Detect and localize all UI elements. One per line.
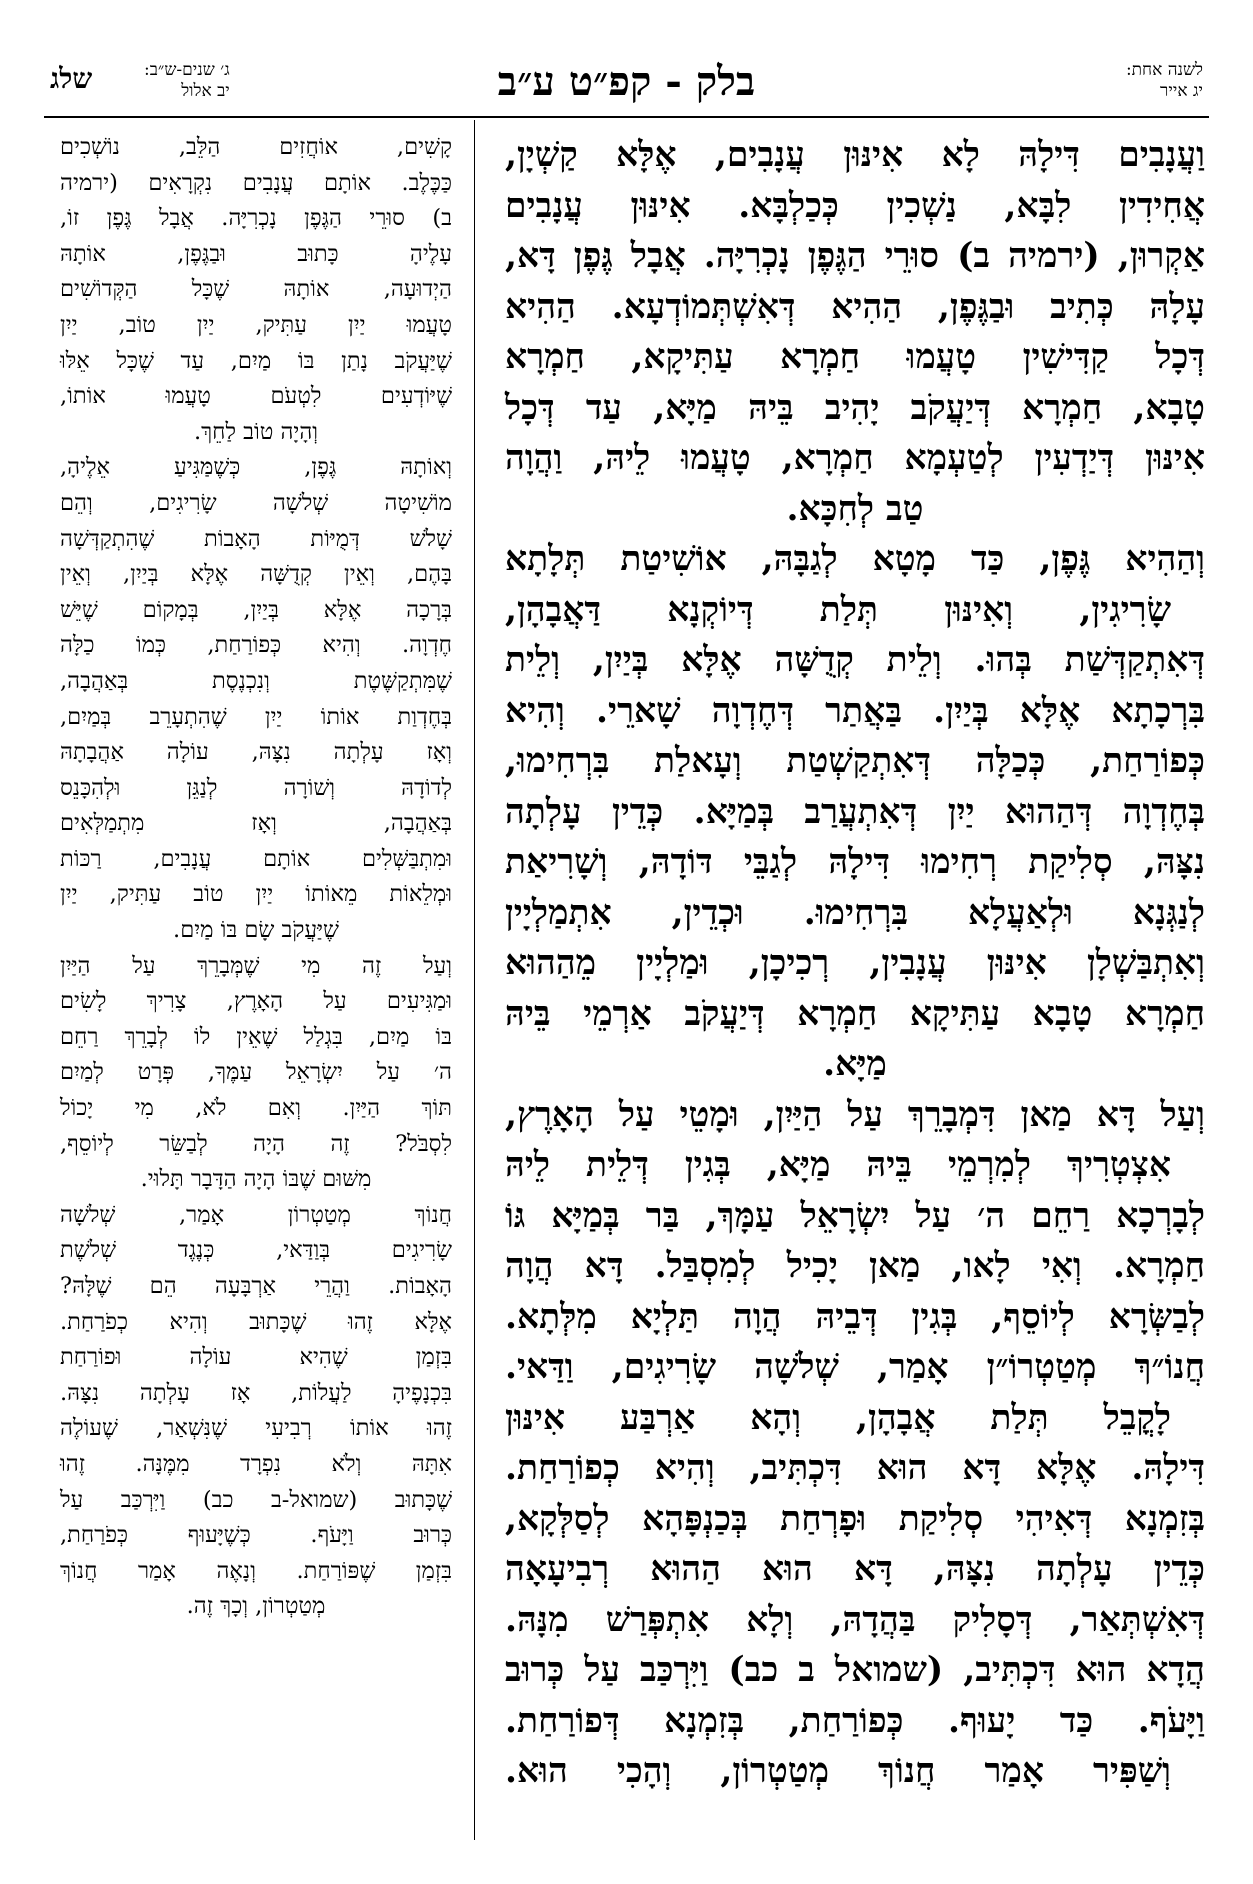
three-year-schedule-label-line2: יב אלול <box>181 81 230 101</box>
translation-text-line: מְטַטְרוֹן, וְכָךְ זֶה. <box>186 1593 326 1620</box>
hebrew-translation-column <box>60 130 452 1625</box>
main-text-line: וְאִתְבַּשְׁלָן אִינּוּן עֲנָבִין, רְכִיכָן, וּמַלְיָין מֵהַהוּא <box>505 943 1205 983</box>
main-text-line: מַיָּא. <box>823 1044 887 1084</box>
aramaic-main-column <box>505 130 1205 1797</box>
main-text-line: טָבָא, חַמְרָא דְּיַעֲקֹב יָהִיב בֵּיהּ מַיָּא, עַד דְּכָל <box>505 387 1205 428</box>
translation-text-line: חֶדְוָה. וְהִיא כְּפוֹרַחַת, כְּמוֹ כַלָּה <box>60 632 452 659</box>
translation-text-line: וְאָז עָלְתָה נִצָּהּ, עוֹלָה אַהֲבָתָהּ <box>60 739 452 766</box>
translation-text-line: אֶלָּא זֶהוּ שֶׁכָּתוּב וְהִיא כְפֹרַחַת. <box>60 1308 452 1335</box>
page-header <box>44 56 1209 116</box>
translation-text-line: בִּכְנָפֶיהָ לַעֲלוֹת, אָז עָלְתָה נִצָּהּ. <box>60 1379 452 1406</box>
translation-text-line: מוֹשִׁיטָה שְׁלשָׁה שָׂרִיגִים, וְהֵם <box>60 489 452 516</box>
main-text-line: עָלָהּ כְּתִיב וּבַגֶּפֶן, הַהִיא דְּאִשְׁתְּמוֹדְעָא. הַהִיא <box>505 286 1205 327</box>
translation-text-line: וּמַגִּיעִים עַל הָאָרֶץ, צָרִיךְ לָשִׂים <box>60 988 452 1015</box>
translation-text-line: לְדוֹדָהּ וְשׁוֹרָה לְנַגֵּן וּלְהִכָּנֵס <box>60 774 452 801</box>
translation-text-line: בְּחֶדְוַת אוֹתוֹ יַיִן שֶׁהִתְעָרֵב בְּמַיִם, <box>60 703 452 730</box>
translation-text-line: שָׂרִיגִים בְּוַדַּאי, כְּנֶגֶד שְׁלשֶׁת <box>60 1237 452 1264</box>
translation-text-line: הָאָבוֹת. וַהֲרֵי אַרְבָּעָה הֵם שֶׁלָּהּ? <box>60 1273 452 1299</box>
main-text-line: חֲנוֹ״ךְ מְטַטְרוֹ״ן אָמַר, שְׁלשָׁה שָׂרִיגִים, וַדַּאי. <box>505 1347 1205 1387</box>
translation-text-line: וְאוֹתָהּ גֶּפֶן, כְּשֶׁמַּגִּיעַ אֵלֶיהָ, <box>60 454 452 481</box>
translation-text-line: שֶׁכָּתוּב (שמואל-ב כב) וַיִּרְכַּב עַל <box>60 1486 452 1513</box>
translation-text-line: קָשִׁים, אוֹחֲזִים הַלֵּב, נוֹשְׁכִים <box>60 134 452 160</box>
translation-text-line: הַיְדוּעָה, אוֹתָהּ שֶׁכָּל הַקְּדוֹשִׁים <box>60 276 452 303</box>
translation-text-line: מִשּׁוּם שֶׁבּוֹ הָיָה הַדָּבָר תָּלוּי. <box>140 1166 372 1193</box>
translation-text-line: וּמִתְבַּשְּׁלִים אוֹתָם עֲנָבִים, רַכּוֹת <box>60 845 452 872</box>
main-text-line: חַמְרָא. וְאִי לָאו, מַאן יָכִיל לְמִסְבַּל. דָּא הֲוָה <box>505 1246 1205 1286</box>
main-text-line: אִצְטְרִיךְ לְמִרְמֵי בֵּיהּ מַיָּא, בְּגִין דְּלֵית לֵיהּ <box>505 1145 1171 1185</box>
main-text-line: שָׂרִיגִין, וְאִינּוּן תְּלַת דְּיוֹקְנָא דַּאֲבָהָן, <box>505 589 1171 630</box>
main-text-line: אִינּוּן דְּיַדְעִין לְטַעְמָא חַמְרָא, טָעֲמוּ לֵיהּ, וַהֲוָה <box>505 438 1205 478</box>
main-text-line: לָקֳבֵל תְּלַת אֲבָהָן, וְהָא אַרְבַּע אִינּוּן <box>505 1397 1171 1438</box>
translation-text-line: וּמְלֵאוֹת מֵאוֹתוֹ יַיִן טוֹב עַתִּיק, יַיִן <box>60 881 452 908</box>
main-text-line: בְּזִמְנָא דְּאִיהִי סְלִיקַת וּפָרְחַת בְּכַנְפָּהָא לְסַלְּקָא, <box>505 1498 1205 1539</box>
main-text-line: וַיָּעֹף. כַּד יָעוּף. כְּפוֹרַחַת, בְּזִמְנָא דְּפוֹרַחַת. <box>505 1700 1205 1741</box>
main-text-line: וְעַל דָּא מַאן דִּמְבָרֵךְ עַל הַיַּיִן, וּמָטֵי עַל הָאָרֶץ, <box>505 1094 1205 1135</box>
page-title: בלק - קפ״ט ע״ב <box>497 58 756 105</box>
main-text-line: בִּרְכָתָא אֶלָּא בְּיַיִן. בַּאֲתַר דְּחֶדְוָה שָׁארֵי. וְהִיא <box>505 690 1205 731</box>
daily-schedule-label-line1: לשנה אחת: <box>1125 60 1203 80</box>
main-text-line: דְּכָל קַדִּישִׁין טָעֲמוּ חַמְרָא עַתִּיקָא, חַמְרָא <box>505 337 1205 377</box>
main-text-line: דִּילָהּ. אֶלָּא דָּא הוּא דִּכְתִּיב, וְהִיא כְפוֹרַחַת. <box>505 1448 1205 1488</box>
main-text-line: לְבַשְּׂרָא לְיוֹסֵף, בְּגִין דְּבֵיהּ הֲוָה תַּלְיָא מִלְּתָא. <box>505 1296 1205 1337</box>
main-text-line: אֲחִידִין לִבָּא, נַשְׁכִין כְּכַלְבָּא. אִינּוּן עֲנָבִים <box>505 185 1205 226</box>
translation-text-line: ב) סוּרֵי הַגֶּפֶן נָכְרִיָּה. אֲבָל גֶּפֶן זוֹ, <box>60 205 452 232</box>
main-text-line: דְּאִתְקַדְּשַׁת בְּהוּ. וְלֵית קְדֻשָּׁה אֶלָּא בְּיַיִן, וְלֵית <box>505 640 1205 680</box>
main-text-line: טַב לְחִכָּא. <box>786 488 924 529</box>
translation-text-line: שֶׁיּוֹדְעִים לִטְעֹם טָעֲמוּ אוֹתוֹ, <box>60 383 452 410</box>
column-divider <box>474 120 475 1840</box>
main-text-line: אַקְרוּן, (ירמיה ב) סוּרֵי הַגֶּפֶן נָכְרִיָּה. אֲבָל גֶּפֶן דָּא, <box>505 236 1205 276</box>
translation-text-line: בִּזְמַן שֶׁפּוֹרַחַת. וְנָאֶה אָמַר חֲנוֹךְ <box>60 1557 452 1584</box>
main-text-line: כְּפוֹרַחַת, כְּכַלָּה דְּאִתְקַשְׁטַת וְעָאלַת בִּרְחִימוּ, <box>505 741 1205 781</box>
translation-text-line: בִּזְמַן שֶׁהִיא עוֹלָה וּפוֹרַחַת <box>60 1344 452 1371</box>
translation-text-line: כַּכֶּלֶב. אוֹתָם עֲנָבִים נִקְרָאִים (ירמיה <box>60 169 452 196</box>
main-text-line: לְבָרְכָא רַחֵם ה׳ עַל יִשְׂרָאֵל עַמָּךְ, בַּר בְּמַיָּא גּוֹ <box>505 1195 1205 1236</box>
translation-text-line: עָלֶיהָ כָּתוּב וּבַגֶּפֶן, אוֹתָהּ <box>60 240 452 267</box>
translation-text-line: בְּרָכָה אֶלָּא בְּיַיִן, בְּמָקוֹם שֶׁיֵּשׁ <box>60 596 452 623</box>
translation-text-line: בָּהֶם, וְאֵין קְדֻשָּׁה אֶלָּא בְּיַיִן, וְאֵין <box>60 561 452 588</box>
main-text-line: דְּאִשְׁתְּאַר, דְּסָלִיק בַּהֲדָהּ, וְלָא אִתְפְּרַשׁ מִנָּהּ. <box>505 1599 1205 1640</box>
translation-text-line: תּוֹךְ הַיַּיִן. וְאִם לֹא, מִי יָכוֹל <box>60 1095 452 1122</box>
translation-text-line: שֶׁיַּעֲקֹב נָתַן בּוֹ מַיִם, עַד שֶׁכָּל אֵלּוּ <box>60 347 452 374</box>
main-text-line: וַעֲנָבִים דִּילָהּ לָא אִינּוּן עֲנָבִים, אֶלָּא קַשְׁיָן, <box>505 135 1205 175</box>
three-year-schedule-label-line1: ג׳ שנים-ש״ב: <box>144 60 230 80</box>
translation-text-line: זֶהוּ אוֹתוֹ רְבִיעִי שֶׁנִּשְׁאַר, שֶׁעוֹלֶה <box>60 1415 452 1442</box>
main-text-line: לְנַגְּנָא וּלְאַעֲלָא בִּרְחִימוּ. וּכְדֵין, אִתְמַלְיָין <box>505 892 1205 933</box>
translation-text-line: לִסְבֹּל? זֶה הָיָה לְבַשֵּׂר לְיוֹסֵף, <box>60 1130 452 1157</box>
translation-text-line: שָׁלֹשׁ דְּמֻיּוֹת הָאָבוֹת שֶׁהִתְקַדְּשָׁה <box>60 525 452 552</box>
translation-text-line: חֲנוֹךְ מְטַטְרוֹן אָמַר, שְׁלשָׁה <box>60 1201 452 1228</box>
page-number: שלג <box>50 62 93 95</box>
translation-text-line: בְּאַהֲבָה, וְאָז מִתְמַלְּאִים <box>60 810 452 837</box>
main-text-line: חַמְרָא טָבָא עַתִּיקָא חַמְרָא דְּיַעֲקֹב אַרְמֵי בֵּיהּ <box>505 993 1205 1034</box>
header-rule <box>44 116 1209 118</box>
main-text-line: וְהַהִיא גֶּפֶן, כַּד מָטָא לְגַבָּהּ, אוֹשִׁיטַת תְּלָתָא <box>505 539 1205 579</box>
main-text-line: הֲדָא הוּא דִּכְתִּיב, (שמואל ב כב) וַיִּרְכַּב עַל כְּרוּב <box>505 1650 1205 1690</box>
main-text-line: בְּחֶדְוָה דְּהַהוּא יַיִן דְּאִתְעֲרַב בְּמַיָּא. כְּדֵין עָלְתָה <box>505 791 1205 832</box>
translation-text-line: אִתָּהּ וְלֹא נִפְרָד מִמֶּנָּה. זֶהוּ <box>60 1450 452 1477</box>
translation-text-line: כְּרוּב וַיָּעֹף. כְּשֶׁיָּעוּף כְּפֹרַחַת, <box>60 1522 452 1549</box>
main-text-line: כְּדֵין עָלְתָה נִצָּהּ, דָּא הוּא הַהוּא רְבִיעָאָה <box>505 1549 1205 1589</box>
main-text-line: וְשַׁפִּיר אָמַר חֲנוֹךְ מְטַטְרוֹן, וְהָכִי הוּא. <box>505 1751 1171 1791</box>
main-text-line: נִצָּהּ, סְלִיקַת רְחִימוּ דִּילָהּ לְגַבֵּי דּוֹדָהּ, וְשָׁרִיאַת <box>505 842 1205 882</box>
three-year-schedule-label <box>144 60 230 102</box>
translation-text-line: ה׳ עַל יִשְׂרָאֵל עַמֶּךָ, פְּרָט לְמַיִם <box>60 1059 452 1086</box>
translation-text-line: בּוֹ מַיִם, בִּגְלַל שֶׁאֵין לוֹ לְבָרֵךְ רַחֵם <box>60 1023 452 1050</box>
translation-text-line: טָעֲמוּ יַיִן עַתִּיק, יַיִן טוֹב, יַיִן <box>60 311 452 338</box>
translation-text-line: שֶׁיַּעֲקֹב שָׂם בּוֹ מַיִם. <box>173 917 339 944</box>
daily-schedule-label-line2: יג אייר <box>1160 81 1203 101</box>
translation-text-line: שֶׁמִּתְקַשֶּׁטֶת וְנִכְנֶסֶת בְּאַהֲבָה, <box>60 667 452 694</box>
translation-text-line: וְעַל זֶה מִי שֶׁמְּבָרֵךְ עַל הַיַּיִן <box>60 952 452 979</box>
translation-text-line: וְהָיָה טוֹב לַחֵךְ. <box>193 418 319 445</box>
